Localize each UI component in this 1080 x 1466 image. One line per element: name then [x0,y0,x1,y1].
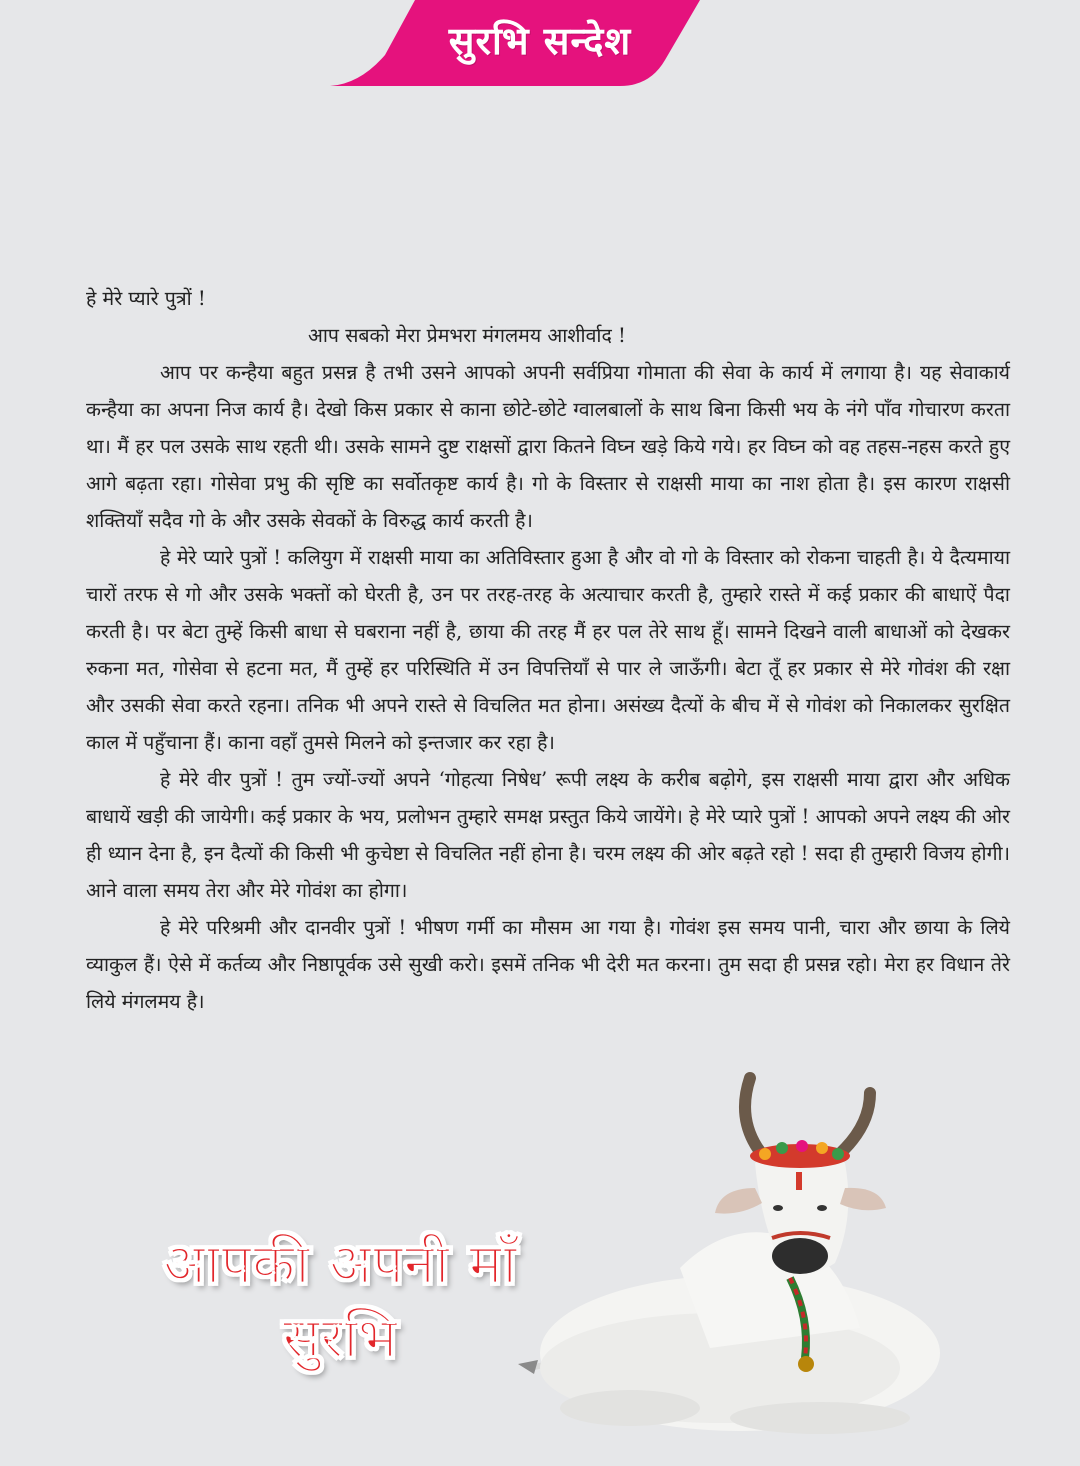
letter-paragraph: हे मेरे परिश्रमी और दानवीर पुत्रों ! भीषण गर्मी का मौसम आ गया है। गोवंश इस समय पानी, चारा और छाया के लिये व्याकुल हैं। ऐसे में कर्तव्य और निष्ठापूर्वक उसे सुखी करो। इसमें तनिक भी देरी मत करना। तुम सदा ही प्रसन्न रहो। मेरा हर विधान तेरे लिये मंगलमय है। [86,916,1010,1013]
letter-body [86,280,1010,1020]
letter-paragraph: हे मेरे प्यारे पुत्रों ! कलियुग में राक्षसी माया का अतिविस्तार हुआ है और वो गो के विस्तार को रोकना चाहती है। ये दैत्यमाया चारों तरफ से गो और उसके भक्तों को घेरती है, उन पर तरह-तरह के अत्याचार करती है, तुम्हारे रास्ते में कई प्रकार की बाधाऐं पैदा करती है। पर बेटा तुम्हें किसी बाधा से घबराना नहीं है, छाया की तरह मैं हर पल तेरे साथ हूँ। सामने दिखने वाली बाधाओं को देखकर रुकना मत, गोसेवा से हटना मत, मैं तुम्हें हर परिस्थिति में उन विपत्तियाँ से पार ले जाऊँगी। बेटा तूँ हर प्रकार से मेरे गोवंश की रक्षा और उसकी सेवा करते रहना। तनिक भी अपने रास्ते से विचलित मत होना। असंख्य दैत्यों के बीच में से गोवंश को निकालकर सुरक्षित काल में पहुँचाना हैं। काना वहाँ तुमसे मिलने को इन्तजार कर रहा है। [86,546,1010,754]
cow-illustration-icon [510,1068,960,1443]
signature-line-2: सुरभि [282,1306,398,1371]
letter-blessing: आप सबको मेरा प्रेमभरा मंगलमय आशीर्वाद ! [308,324,626,347]
signature [120,1228,560,1376]
signature-line-1: आपकी अपनी माँ [163,1232,517,1297]
page-title: सुरभि सन्देश [448,19,632,63]
letter-paragraph: आप पर कन्हैया बहुत प्रसन्न है तभी उसने आपको अपनी सर्वप्रिया गोमाता की सेवा के कार्य में लगाया है। यह सेवाकार्य कन्हैया का अपना निज कार्य है। देखो किस प्रकार से काना छोटे-छोटे ग्वालबालों के साथ बिना किसी भय के नंगे पाँव गोचारण करता था। मैं हर पल उसके साथ रहती थी। उसके सामने दुष्ट राक्षसों द्वारा कितने विघ्न खड़े किये गये। हर विघ्न को वह तहस-नहस करते हुए आगे बढ़ता रहा। गोसेवा प्रभु की सृष्टि का सर्वोतकृष्ट कार्य है। गो के विस्तार से राक्षसी माया का नाश होता है। इस कारण राक्षसी शक्तियाँ सदैव गो के और उसके सेवकों के विरुद्ध कार्य करती है। [86,361,1010,532]
letter-paragraph: हे मेरे वीर पुत्रों ! तुम ज्यों-ज्यों अपने ‘गोहत्या निषेध’ रूपी लक्ष्य के करीब बढ़ोगे, इस राक्षसी माया द्वारा और अधिक बाधायें खड़ी की जायेगी। कई प्रकार के भय, प्रलोभन तुम्हारे समक्ष प्रस्तुत किये जायेंगे। हे मेरे प्यारे पुत्रों ! आपको अपने लक्ष्य की ओर ही ध्यान देना है, इन दैत्यों की किसी भी कुचेष्टा से विचलित नहीं होना है। चरम लक्ष्य की ओर बढ़ते रहो ! सदा ही तुम्हारी विजय होगी। आने वाला समय तेरा और मेरे गोवंश का होगा। [86,768,1010,902]
header-banner [320,0,720,88]
letter-salutation: हे मेरे प्यारे पुत्रों ! [86,287,206,310]
